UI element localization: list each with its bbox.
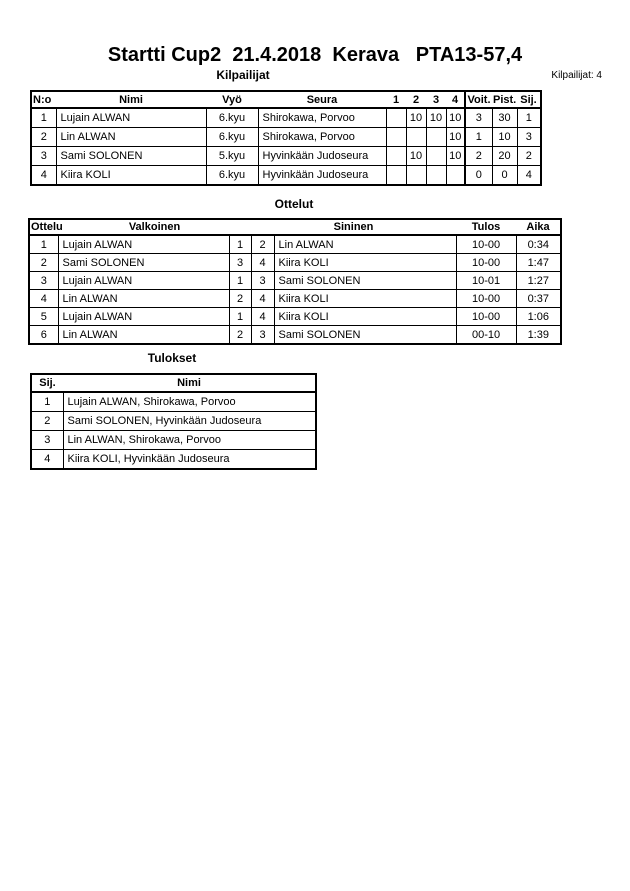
col-header-aika: Aika — [516, 219, 561, 235]
cell-blue-name: Kiira KOLI — [274, 290, 456, 308]
cell-nimi: Lujain ALWAN, Shirokawa, Porvoo — [63, 392, 316, 412]
cell-sij: 3 — [31, 431, 63, 450]
col-header-vyo: Vyö — [206, 91, 258, 108]
cell-sij: 4 — [31, 450, 63, 470]
cell-score-3 — [426, 166, 446, 186]
cell-tulos: 00-10 — [456, 326, 516, 345]
cell-aika: 1:06 — [516, 308, 561, 326]
cell-no: 1 — [31, 108, 56, 128]
cell-nimi: Kiira KOLI, Hyvinkään Judoseura — [63, 450, 316, 470]
cell-blue-no: 4 — [251, 290, 274, 308]
cell-nimi: Sami SOLONEN — [56, 147, 206, 166]
cell-score-4: 10 — [446, 147, 465, 166]
cell-blue-name: Kiira KOLI — [274, 254, 456, 272]
cell-aika: 0:34 — [516, 235, 561, 254]
kilpailijat-table — [30, 90, 542, 186]
col-header-sij: Sij. — [517, 91, 541, 108]
cell-score-4: 10 — [446, 108, 465, 128]
cell-score-4: 10 — [446, 128, 465, 147]
cell-score-3: 10 — [426, 108, 446, 128]
cell-blue-no: 3 — [251, 272, 274, 290]
cell-vyo: 5.kyu — [206, 147, 258, 166]
cell-nimi: Lin ALWAN — [56, 128, 206, 147]
table-row — [31, 128, 541, 147]
ottelut-header-row — [29, 219, 561, 235]
cell-aika: 1:27 — [516, 272, 561, 290]
table-row — [29, 290, 561, 308]
competitors-count: Kilpailijat: 4 — [551, 70, 602, 81]
table-row — [29, 235, 561, 254]
cell-nimi: Lujain ALWAN — [56, 108, 206, 128]
cell-seura: Hyvinkään Judoseura — [258, 166, 386, 186]
cell-white-no: 1 — [229, 272, 251, 290]
cell-vyo: 6.kyu — [206, 166, 258, 186]
cell-no: 4 — [31, 166, 56, 186]
cell-sij: 1 — [517, 108, 541, 128]
table-row — [31, 412, 316, 431]
cell-aika: 1:39 — [516, 326, 561, 345]
cell-score-3 — [426, 147, 446, 166]
cell-voit: 3 — [465, 108, 492, 128]
table-row — [31, 450, 316, 470]
cell-seura: Hyvinkään Judoseura — [258, 147, 386, 166]
tulokset-header-row — [31, 374, 316, 392]
col-header-tulos: Tulos — [456, 219, 516, 235]
cell-sij: 3 — [517, 128, 541, 147]
cell-blue-name: Lin ALWAN — [274, 235, 456, 254]
tulokset-table — [30, 373, 317, 470]
table-row — [31, 392, 316, 412]
cell-match-no: 6 — [29, 326, 58, 345]
cell-sij: 1 — [31, 392, 63, 412]
cell-voit: 0 — [465, 166, 492, 186]
cell-vyo: 6.kyu — [206, 128, 258, 147]
cell-score-1 — [386, 166, 406, 186]
col-header-valkoinen: Valkoinen — [58, 219, 251, 235]
col-header-round-4: 4 — [446, 91, 465, 108]
cell-blue-name: Sami SOLONEN — [274, 326, 456, 345]
cell-white-no: 1 — [229, 308, 251, 326]
table-row — [29, 326, 561, 345]
ottelut-table — [28, 218, 562, 345]
cell-pist: 10 — [492, 128, 517, 147]
table-row — [29, 308, 561, 326]
col-header-sininen: Sininen — [251, 219, 456, 235]
cell-score-1 — [386, 108, 406, 128]
cell-blue-name: Kiira KOLI — [274, 308, 456, 326]
cell-blue-no: 4 — [251, 254, 274, 272]
cell-sij: 2 — [31, 412, 63, 431]
cell-vyo: 6.kyu — [206, 108, 258, 128]
table-row — [31, 147, 541, 166]
cell-match-no: 3 — [29, 272, 58, 290]
col-header-pist: Pist. — [492, 91, 517, 108]
cell-score-2: 10 — [406, 108, 426, 128]
col-header-round-2: 2 — [406, 91, 426, 108]
cell-white-no: 2 — [229, 326, 251, 345]
col-header-round-3: 3 — [426, 91, 446, 108]
cell-pist: 0 — [492, 166, 517, 186]
cell-score-2 — [406, 166, 426, 186]
cell-white-no: 3 — [229, 254, 251, 272]
cell-white-name: Lujain ALWAN — [58, 235, 229, 254]
cell-blue-no: 4 — [251, 308, 274, 326]
cell-seura: Shirokawa, Porvoo — [258, 108, 386, 128]
cell-blue-no: 2 — [251, 235, 274, 254]
col-header-round-1: 1 — [386, 91, 406, 108]
cell-tulos: 10-01 — [456, 272, 516, 290]
cell-nimi: Lin ALWAN, Shirokawa, Porvoo — [63, 431, 316, 450]
cell-blue-no: 3 — [251, 326, 274, 345]
cell-tulos: 10-00 — [456, 290, 516, 308]
cell-tulos: 10-00 — [456, 308, 516, 326]
cell-sij: 4 — [517, 166, 541, 186]
cell-match-no: 2 — [29, 254, 58, 272]
cell-score-2: 10 — [406, 147, 426, 166]
table-row — [31, 431, 316, 450]
cell-aika: 0:37 — [516, 290, 561, 308]
cell-tulos: 10-00 — [456, 254, 516, 272]
cell-seura: Shirokawa, Porvoo — [258, 128, 386, 147]
col-header-ottelu: Ottelu — [31, 221, 63, 233]
table-row — [31, 166, 541, 186]
cell-tulos: 10-00 — [456, 235, 516, 254]
cell-score-2 — [406, 128, 426, 147]
cell-white-name: Lujain ALWAN — [58, 308, 229, 326]
col-header-seura: Seura — [258, 91, 386, 108]
cell-match-no: 1 — [29, 235, 58, 254]
cell-sij: 2 — [517, 147, 541, 166]
cell-white-name: Lin ALWAN — [58, 326, 229, 345]
cell-no: 2 — [31, 128, 56, 147]
page-title: Startti Cup2 21.4.2018 Kerava PTA13-57,4 — [107, 44, 523, 66]
cell-white-name: Lujain ALWAN — [58, 272, 229, 290]
col-header-sij: Sij. — [31, 374, 63, 392]
section-title-kilpailijat: Kilpailijat — [216, 68, 270, 82]
cell-blue-name: Sami SOLONEN — [274, 272, 456, 290]
col-header-nimi: Nimi — [56, 91, 206, 108]
cell-score-4 — [446, 166, 465, 186]
table-row — [31, 108, 541, 128]
cell-voit: 2 — [465, 147, 492, 166]
cell-score-1 — [386, 147, 406, 166]
table-row — [29, 254, 561, 272]
section-title-ottelut: Ottelut — [274, 197, 314, 211]
kilpailijat-header-row — [31, 91, 541, 108]
cell-white-name: Sami SOLONEN — [58, 254, 229, 272]
cell-match-no: 5 — [29, 308, 58, 326]
cell-white-name: Lin ALWAN — [58, 290, 229, 308]
cell-nimi: Sami SOLONEN, Hyvinkään Judoseura — [63, 412, 316, 431]
cell-pist: 20 — [492, 147, 517, 166]
col-header-no: N:o — [31, 91, 56, 108]
table-row — [29, 272, 561, 290]
cell-white-no: 2 — [229, 290, 251, 308]
section-title-tulokset: Tulokset — [147, 351, 197, 365]
cell-score-3 — [426, 128, 446, 147]
cell-match-no: 4 — [29, 290, 58, 308]
cell-white-no: 1 — [229, 235, 251, 254]
cell-aika: 1:47 — [516, 254, 561, 272]
cell-no: 3 — [31, 147, 56, 166]
cell-score-1 — [386, 128, 406, 147]
col-header-nimi: Nimi — [63, 374, 316, 392]
col-header-voit: Voit. — [465, 91, 492, 108]
cell-nimi: Kiira KOLI — [56, 166, 206, 186]
cell-pist: 30 — [492, 108, 517, 128]
cell-voit: 1 — [465, 128, 492, 147]
